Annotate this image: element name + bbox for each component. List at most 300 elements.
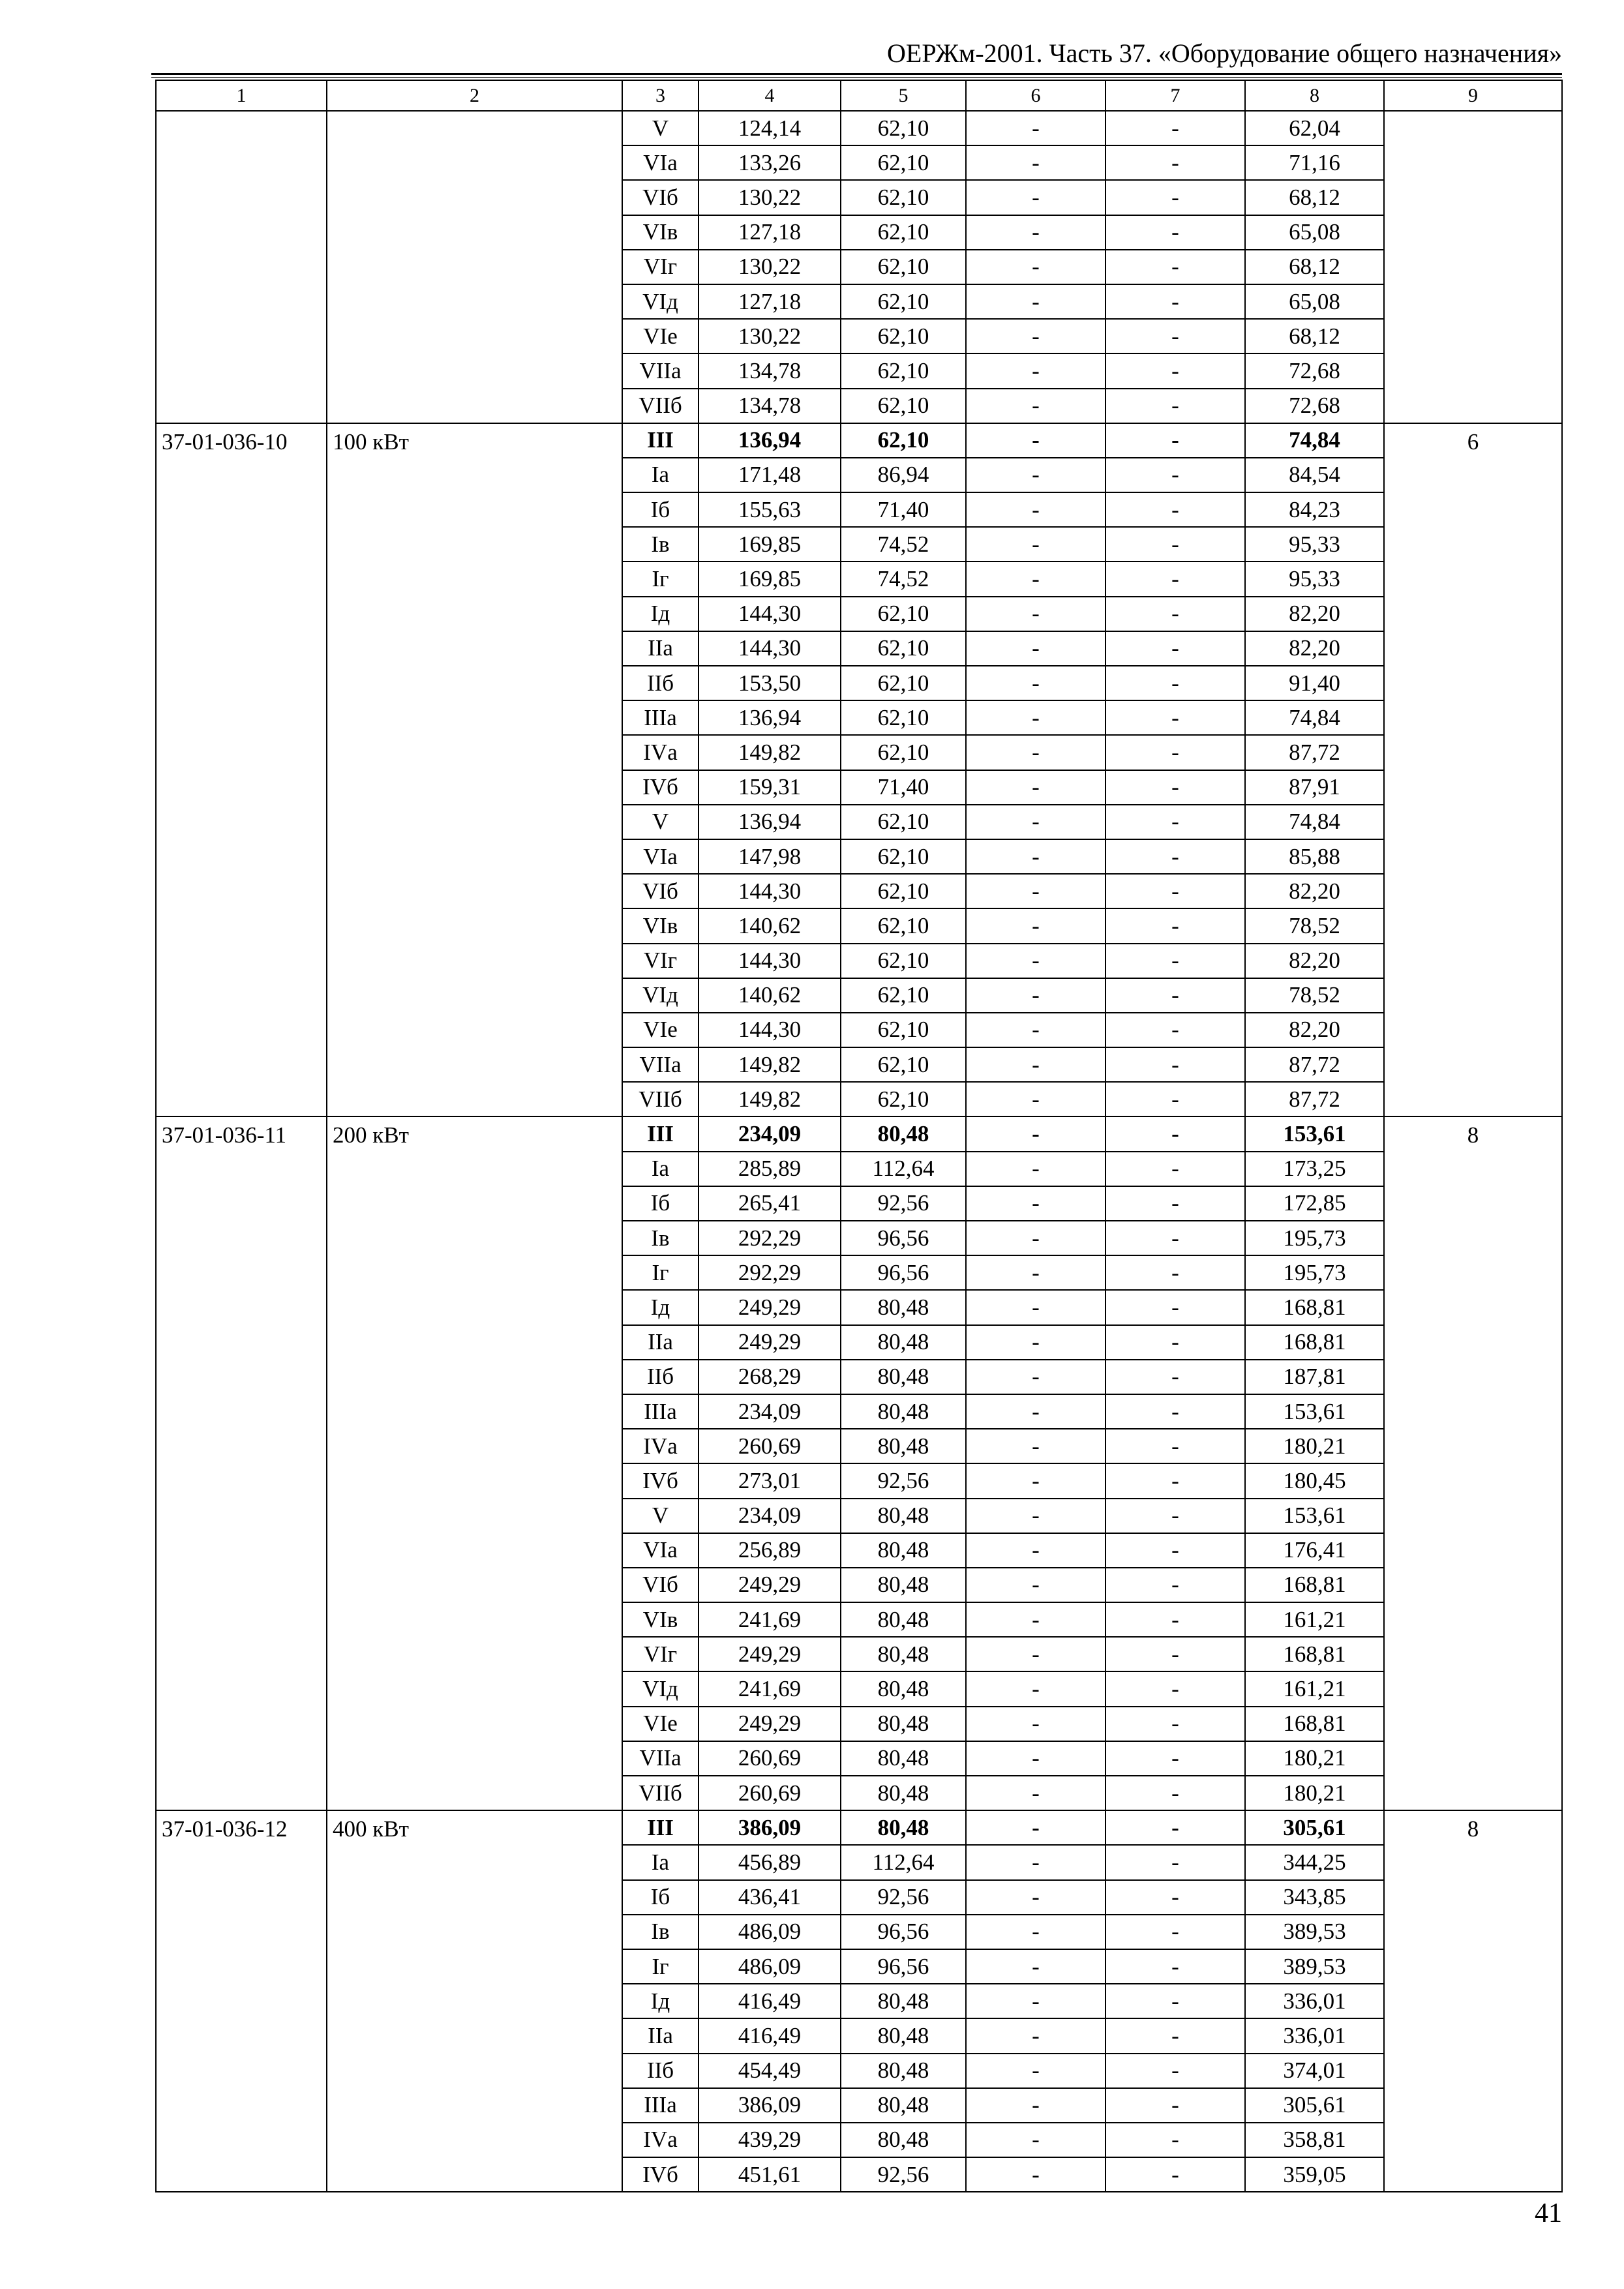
- wages-cell: 62,10: [841, 215, 966, 250]
- materials-cell: 359,05: [1245, 2157, 1384, 2192]
- total-cost-cell: 149,82: [699, 735, 841, 770]
- total-cost-cell: 456,89: [699, 1845, 841, 1879]
- machines-cell: -: [966, 527, 1105, 561]
- machines-cell: -: [966, 1880, 1105, 1915]
- zone-cell: Iа: [622, 1152, 699, 1186]
- materials-cell: 358,81: [1245, 2123, 1384, 2157]
- machines-cell: -: [966, 492, 1105, 527]
- column-header: 2: [327, 80, 622, 111]
- column-header: 4: [699, 80, 841, 111]
- wages-cell: 80,48: [841, 2123, 966, 2157]
- materials-cell: 153,61: [1245, 1499, 1384, 1533]
- machinist-wages-cell: -: [1105, 2018, 1245, 2053]
- wages-cell: 62,10: [841, 805, 966, 839]
- materials-cell: 168,81: [1245, 1325, 1384, 1360]
- machinist-wages-cell: -: [1105, 874, 1245, 908]
- total-cost-cell: 249,29: [699, 1290, 841, 1324]
- total-cost-cell: 241,69: [699, 1602, 841, 1637]
- materials-cell: 68,12: [1245, 250, 1384, 284]
- zone-cell: VIв: [622, 908, 699, 943]
- labor-cell: 8: [1384, 1116, 1562, 1810]
- materials-cell: 168,81: [1245, 1637, 1384, 1671]
- header-rule-thin: [151, 77, 1562, 78]
- wages-cell: 80,48: [841, 1776, 966, 1810]
- wages-cell: 80,48: [841, 1602, 966, 1637]
- machinist-wages-cell: -: [1105, 944, 1245, 978]
- total-cost-cell: 169,85: [699, 527, 841, 561]
- wages-cell: 80,48: [841, 2018, 966, 2053]
- wages-cell: 74,52: [841, 527, 966, 561]
- machines-cell: -: [966, 180, 1105, 215]
- total-cost-cell: 256,89: [699, 1533, 841, 1568]
- machinist-wages-cell: -: [1105, 1949, 1245, 1984]
- zone-cell: Iд: [622, 1984, 699, 2018]
- zone-cell: IIIа: [622, 700, 699, 735]
- wages-cell: 62,10: [841, 111, 966, 145]
- zone-cell: IVб: [622, 1463, 699, 1498]
- wages-cell: 96,56: [841, 1949, 966, 1984]
- wages-cell: 62,10: [841, 389, 966, 423]
- materials-cell: 95,33: [1245, 527, 1384, 561]
- machines-cell: -: [966, 1047, 1105, 1082]
- machinist-wages-cell: -: [1105, 215, 1245, 250]
- machines-cell: -: [966, 1463, 1105, 1498]
- total-cost-cell: 134,78: [699, 389, 841, 423]
- zone-cell: IIб: [622, 666, 699, 700]
- total-cost-cell: 171,48: [699, 458, 841, 492]
- machinist-wages-cell: -: [1105, 2157, 1245, 2192]
- norm-name: [327, 111, 622, 423]
- machinist-wages-cell: -: [1105, 111, 1245, 145]
- total-cost-cell: 436,41: [699, 1880, 841, 1915]
- zone-cell: Iб: [622, 1880, 699, 1915]
- materials-cell: 65,08: [1245, 215, 1384, 250]
- wages-cell: 62,10: [841, 700, 966, 735]
- wages-cell: 80,48: [841, 1116, 966, 1151]
- column-header: 7: [1105, 80, 1245, 111]
- zone-cell: Iб: [622, 492, 699, 527]
- machines-cell: -: [966, 735, 1105, 770]
- zone-cell: V: [622, 805, 699, 839]
- zone-cell: III: [622, 423, 699, 458]
- machinist-wages-cell: -: [1105, 1360, 1245, 1394]
- wages-cell: 92,56: [841, 1463, 966, 1498]
- machinist-wages-cell: -: [1105, 631, 1245, 666]
- total-cost-cell: 249,29: [699, 1325, 841, 1360]
- wages-cell: 80,48: [841, 1741, 966, 1776]
- wages-cell: 80,48: [841, 1394, 966, 1429]
- materials-cell: 180,45: [1245, 1463, 1384, 1498]
- materials-cell: 87,72: [1245, 1082, 1384, 1116]
- machinist-wages-cell: -: [1105, 1810, 1245, 1845]
- wages-cell: 80,48: [841, 1984, 966, 2018]
- materials-cell: 82,20: [1245, 631, 1384, 666]
- total-cost-cell: 268,29: [699, 1360, 841, 1394]
- machines-cell: -: [966, 2123, 1105, 2157]
- total-cost-cell: 386,09: [699, 2088, 841, 2123]
- zone-cell: VIд: [622, 1671, 699, 1706]
- table-row: [156, 1810, 1562, 1845]
- machines-cell: -: [966, 1290, 1105, 1324]
- materials-cell: 343,85: [1245, 1880, 1384, 1915]
- machines-cell: -: [966, 770, 1105, 805]
- materials-cell: 153,61: [1245, 1116, 1384, 1151]
- machinist-wages-cell: -: [1105, 1013, 1245, 1047]
- zone-cell: IVб: [622, 770, 699, 805]
- total-cost-cell: 386,09: [699, 1810, 841, 1845]
- machines-cell: -: [966, 1186, 1105, 1221]
- materials-cell: 65,08: [1245, 284, 1384, 319]
- zone-cell: VIа: [622, 1533, 699, 1568]
- page-number: 41: [1535, 2198, 1562, 2228]
- zone-cell: VIг: [622, 250, 699, 284]
- machinist-wages-cell: -: [1105, 1499, 1245, 1533]
- norm-name: 200 кВт: [327, 1116, 622, 1810]
- table-row: [156, 423, 1562, 458]
- machines-cell: -: [966, 978, 1105, 1013]
- column-header: 1: [156, 80, 327, 111]
- total-cost-cell: 234,09: [699, 1394, 841, 1429]
- total-cost-cell: 136,94: [699, 805, 841, 839]
- machinist-wages-cell: -: [1105, 527, 1245, 561]
- wages-cell: 80,48: [841, 1568, 966, 1602]
- column-header: 9: [1384, 80, 1562, 111]
- machines-cell: -: [966, 666, 1105, 700]
- machines-cell: -: [966, 597, 1105, 631]
- header-rule-thick: [151, 73, 1562, 75]
- machines-cell: -: [966, 1116, 1105, 1151]
- wages-cell: 62,10: [841, 597, 966, 631]
- total-cost-cell: 285,89: [699, 1152, 841, 1186]
- column-header: 8: [1245, 80, 1384, 111]
- wages-cell: 80,48: [841, 2054, 966, 2088]
- machinist-wages-cell: -: [1105, 978, 1245, 1013]
- machinist-wages-cell: -: [1105, 389, 1245, 423]
- zone-cell: IIIа: [622, 1394, 699, 1429]
- wages-cell: 80,48: [841, 2088, 966, 2123]
- total-cost-cell: 127,18: [699, 284, 841, 319]
- machinist-wages-cell: -: [1105, 1325, 1245, 1360]
- wages-cell: 62,10: [841, 631, 966, 666]
- materials-cell: 68,12: [1245, 319, 1384, 353]
- total-cost-cell: 149,82: [699, 1047, 841, 1082]
- machines-cell: -: [966, 874, 1105, 908]
- machinist-wages-cell: -: [1105, 700, 1245, 735]
- machines-cell: -: [966, 1429, 1105, 1463]
- machines-cell: -: [966, 1325, 1105, 1360]
- table-header-row: [156, 80, 1562, 111]
- machines-cell: -: [966, 805, 1105, 839]
- zone-cell: Iг: [622, 561, 699, 596]
- total-cost-cell: 249,29: [699, 1568, 841, 1602]
- total-cost-cell: 149,82: [699, 1082, 841, 1116]
- total-cost-cell: 273,01: [699, 1463, 841, 1498]
- machinist-wages-cell: -: [1105, 1776, 1245, 1810]
- total-cost-cell: 144,30: [699, 631, 841, 666]
- page-header-title: ОЕРЖм-2001. Часть 37. «Оборудование общего назначения»: [887, 38, 1562, 68]
- total-cost-cell: 451,61: [699, 2157, 841, 2192]
- materials-cell: 72,68: [1245, 389, 1384, 423]
- materials-cell: 84,54: [1245, 458, 1384, 492]
- machines-cell: -: [966, 284, 1105, 319]
- zone-cell: Iг: [622, 1949, 699, 1984]
- zone-cell: Iа: [622, 458, 699, 492]
- wages-cell: 74,52: [841, 561, 966, 596]
- wages-cell: 96,56: [841, 1915, 966, 1949]
- wages-cell: 80,48: [841, 1499, 966, 1533]
- machinist-wages-cell: -: [1105, 1637, 1245, 1671]
- machines-cell: -: [966, 1741, 1105, 1776]
- total-cost-cell: 454,49: [699, 2054, 841, 2088]
- total-cost-cell: 130,22: [699, 180, 841, 215]
- machinist-wages-cell: -: [1105, 1602, 1245, 1637]
- materials-cell: 195,73: [1245, 1255, 1384, 1290]
- table-row: [156, 111, 1562, 145]
- machinist-wages-cell: -: [1105, 805, 1245, 839]
- wages-cell: 80,48: [841, 1325, 966, 1360]
- wages-cell: 80,48: [841, 1637, 966, 1671]
- total-cost-cell: 260,69: [699, 1429, 841, 1463]
- total-cost-cell: 159,31: [699, 770, 841, 805]
- materials-cell: 78,52: [1245, 908, 1384, 943]
- machinist-wages-cell: -: [1105, 1707, 1245, 1741]
- zone-cell: VIг: [622, 944, 699, 978]
- norm-name: 100 кВт: [327, 423, 622, 1117]
- wages-cell: 71,40: [841, 492, 966, 527]
- total-cost-cell: 134,78: [699, 353, 841, 388]
- wages-cell: 112,64: [841, 1152, 966, 1186]
- wages-cell: 62,10: [841, 666, 966, 700]
- machines-cell: -: [966, 2088, 1105, 2123]
- machinist-wages-cell: -: [1105, 353, 1245, 388]
- machines-cell: -: [966, 2018, 1105, 2053]
- machinist-wages-cell: -: [1105, 1568, 1245, 1602]
- wages-cell: 80,48: [841, 1290, 966, 1324]
- wages-cell: 62,10: [841, 944, 966, 978]
- machines-cell: -: [966, 1360, 1105, 1394]
- machines-cell: -: [966, 1637, 1105, 1671]
- machines-cell: -: [966, 319, 1105, 353]
- wages-cell: 92,56: [841, 1186, 966, 1221]
- norm-name: 400 кВт: [327, 1810, 622, 2192]
- zone-cell: Iв: [622, 1915, 699, 1949]
- machinist-wages-cell: -: [1105, 1915, 1245, 1949]
- zone-cell: VIIа: [622, 1741, 699, 1776]
- zone-cell: IVа: [622, 1429, 699, 1463]
- zone-cell: IVб: [622, 2157, 699, 2192]
- column-header: 6: [966, 80, 1105, 111]
- machines-cell: -: [966, 944, 1105, 978]
- machinist-wages-cell: -: [1105, 597, 1245, 631]
- total-cost-cell: 260,69: [699, 1776, 841, 1810]
- materials-cell: 305,61: [1245, 2088, 1384, 2123]
- machines-cell: -: [966, 353, 1105, 388]
- machinist-wages-cell: -: [1105, 908, 1245, 943]
- machinist-wages-cell: -: [1105, 735, 1245, 770]
- machinist-wages-cell: -: [1105, 1116, 1245, 1151]
- wages-cell: 80,48: [841, 1360, 966, 1394]
- zone-cell: VIб: [622, 874, 699, 908]
- wages-cell: 62,10: [841, 1013, 966, 1047]
- total-cost-cell: 155,63: [699, 492, 841, 527]
- materials-cell: 173,25: [1245, 1152, 1384, 1186]
- column-header: 5: [841, 80, 966, 111]
- wages-cell: 80,48: [841, 1429, 966, 1463]
- zone-cell: VIIб: [622, 1776, 699, 1810]
- labor-cell: 8: [1384, 1810, 1562, 2192]
- total-cost-cell: 486,09: [699, 1915, 841, 1949]
- wages-cell: 62,10: [841, 1082, 966, 1116]
- machines-cell: -: [966, 1810, 1105, 1845]
- wages-cell: 62,10: [841, 874, 966, 908]
- machines-cell: -: [966, 1845, 1105, 1879]
- wages-cell: 62,10: [841, 735, 966, 770]
- total-cost-cell: 136,94: [699, 700, 841, 735]
- wages-cell: 62,10: [841, 319, 966, 353]
- materials-cell: 180,21: [1245, 1741, 1384, 1776]
- total-cost-cell: 260,69: [699, 1741, 841, 1776]
- machines-cell: -: [966, 2157, 1105, 2192]
- materials-cell: 72,68: [1245, 353, 1384, 388]
- machines-cell: -: [966, 1533, 1105, 1568]
- norm-code: 37-01-036-10: [156, 423, 327, 1117]
- materials-cell: 74,84: [1245, 805, 1384, 839]
- materials-cell: 389,53: [1245, 1949, 1384, 1984]
- machinist-wages-cell: -: [1105, 1880, 1245, 1915]
- total-cost-cell: 292,29: [699, 1221, 841, 1255]
- total-cost-cell: 140,62: [699, 908, 841, 943]
- machinist-wages-cell: -: [1105, 1741, 1245, 1776]
- machines-cell: -: [966, 2054, 1105, 2088]
- zone-cell: VIв: [622, 215, 699, 250]
- machinist-wages-cell: -: [1105, 561, 1245, 596]
- wages-cell: 92,56: [841, 2157, 966, 2192]
- zone-cell: IVа: [622, 735, 699, 770]
- wages-cell: 62,10: [841, 353, 966, 388]
- wages-cell: 80,48: [841, 1671, 966, 1706]
- materials-cell: 62,04: [1245, 111, 1384, 145]
- materials-cell: 91,40: [1245, 666, 1384, 700]
- total-cost-cell: 249,29: [699, 1707, 841, 1741]
- zone-cell: III: [622, 1116, 699, 1151]
- materials-cell: 82,20: [1245, 597, 1384, 631]
- table-row: [156, 1116, 1562, 1151]
- machines-cell: -: [966, 423, 1105, 458]
- materials-cell: 344,25: [1245, 1845, 1384, 1879]
- total-cost-cell: 124,14: [699, 111, 841, 145]
- machinist-wages-cell: -: [1105, 1082, 1245, 1116]
- machinist-wages-cell: -: [1105, 458, 1245, 492]
- materials-cell: 74,84: [1245, 423, 1384, 458]
- total-cost-cell: 144,30: [699, 597, 841, 631]
- zone-cell: Iг: [622, 1255, 699, 1290]
- machines-cell: -: [966, 1394, 1105, 1429]
- machinist-wages-cell: -: [1105, 250, 1245, 284]
- machinist-wages-cell: -: [1105, 1290, 1245, 1324]
- machinist-wages-cell: -: [1105, 1255, 1245, 1290]
- norm-code: 37-01-036-11: [156, 1116, 327, 1810]
- machinist-wages-cell: -: [1105, 1671, 1245, 1706]
- zone-cell: VIа: [622, 145, 699, 180]
- machines-cell: -: [966, 389, 1105, 423]
- materials-cell: 161,21: [1245, 1671, 1384, 1706]
- materials-cell: 87,72: [1245, 1047, 1384, 1082]
- machinist-wages-cell: -: [1105, 2088, 1245, 2123]
- materials-cell: 168,81: [1245, 1568, 1384, 1602]
- machinist-wages-cell: -: [1105, 1152, 1245, 1186]
- machinist-wages-cell: -: [1105, 1047, 1245, 1082]
- zone-cell: IIб: [622, 2054, 699, 2088]
- machinist-wages-cell: -: [1105, 1394, 1245, 1429]
- materials-cell: 153,61: [1245, 1394, 1384, 1429]
- machines-cell: -: [966, 1602, 1105, 1637]
- machines-cell: -: [966, 1221, 1105, 1255]
- materials-cell: 74,84: [1245, 700, 1384, 735]
- machines-cell: -: [966, 1013, 1105, 1047]
- materials-cell: 176,41: [1245, 1533, 1384, 1568]
- total-cost-cell: 140,62: [699, 978, 841, 1013]
- wages-cell: 62,10: [841, 978, 966, 1013]
- zone-cell: VIIб: [622, 389, 699, 423]
- zone-cell: VIд: [622, 978, 699, 1013]
- zone-cell: VIб: [622, 180, 699, 215]
- materials-cell: 168,81: [1245, 1707, 1384, 1741]
- machinist-wages-cell: -: [1105, 1463, 1245, 1498]
- total-cost-cell: 127,18: [699, 215, 841, 250]
- total-cost-cell: 169,85: [699, 561, 841, 596]
- machines-cell: -: [966, 839, 1105, 874]
- machinist-wages-cell: -: [1105, 145, 1245, 180]
- machines-cell: -: [966, 561, 1105, 596]
- zone-cell: III: [622, 1810, 699, 1845]
- machines-cell: -: [966, 1915, 1105, 1949]
- zone-cell: VIе: [622, 1013, 699, 1047]
- wages-cell: 62,10: [841, 423, 966, 458]
- machinist-wages-cell: -: [1105, 492, 1245, 527]
- zone-cell: VIIб: [622, 1082, 699, 1116]
- machinist-wages-cell: -: [1105, 180, 1245, 215]
- total-cost-cell: 416,49: [699, 1984, 841, 2018]
- machines-cell: -: [966, 1082, 1105, 1116]
- wages-cell: 62,10: [841, 1047, 966, 1082]
- machines-cell: -: [966, 250, 1105, 284]
- machinist-wages-cell: -: [1105, 839, 1245, 874]
- total-cost-cell: 130,22: [699, 250, 841, 284]
- materials-cell: 78,52: [1245, 978, 1384, 1013]
- machinist-wages-cell: -: [1105, 1845, 1245, 1879]
- materials-cell: 161,21: [1245, 1602, 1384, 1637]
- wages-cell: 86,94: [841, 458, 966, 492]
- zone-cell: V: [622, 1499, 699, 1533]
- machines-cell: -: [966, 1671, 1105, 1706]
- labor-cell: [1384, 111, 1562, 423]
- machines-cell: -: [966, 458, 1105, 492]
- zone-cell: VIа: [622, 839, 699, 874]
- wages-cell: 112,64: [841, 1845, 966, 1879]
- materials-cell: 336,01: [1245, 1984, 1384, 2018]
- total-cost-cell: 234,09: [699, 1116, 841, 1151]
- total-cost-cell: 265,41: [699, 1186, 841, 1221]
- materials-cell: 195,73: [1245, 1221, 1384, 1255]
- machines-cell: -: [966, 1949, 1105, 1984]
- machinist-wages-cell: -: [1105, 2123, 1245, 2157]
- machines-cell: -: [966, 1152, 1105, 1186]
- total-cost-cell: 136,94: [699, 423, 841, 458]
- wages-cell: 62,10: [841, 284, 966, 319]
- wages-cell: 92,56: [841, 1880, 966, 1915]
- wages-cell: 71,40: [841, 770, 966, 805]
- machines-cell: -: [966, 1707, 1105, 1741]
